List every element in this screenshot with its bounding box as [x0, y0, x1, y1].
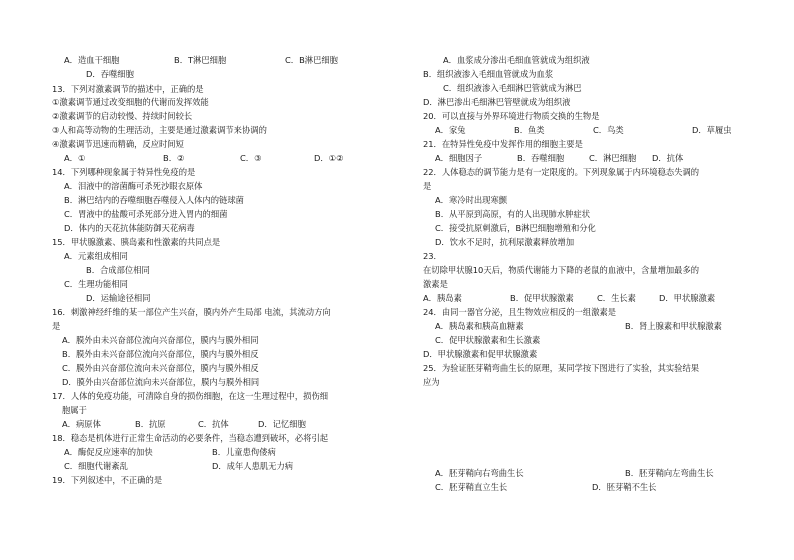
q19-option-d: D．淋巴渗出毛细淋巴管壁就成为组织液 — [423, 97, 571, 107]
q23-stem-line-2: 激素是 — [423, 279, 448, 289]
right-column — [397, 0, 794, 560]
q24-option-b: B．肾上腺素和甲状腺激素 — [625, 321, 722, 331]
q15-stem: 15．甲状腺激素、胰岛素和性激素的共同点是 — [52, 237, 221, 247]
q13-stem: 13．下列对激素调节的描述中，正确的是 — [52, 84, 204, 94]
q21-option-d: D．抗体 — [652, 153, 684, 163]
q24-stem: 24．由同一器官分泌，且生物效应相反的一组激素是 — [423, 307, 617, 317]
q17-option-a: A．病原体 — [62, 419, 101, 429]
q24-option-a: A．胰岛素和胰高血糖素 — [435, 321, 524, 331]
q17-stem-line-2: 胞属于 — [62, 405, 87, 415]
q23-option-a: A．胰岛素 — [423, 293, 462, 303]
q16-option-d: D．膜外由兴奋部位流向未兴奋部位，膜内与膜外相同 — [62, 377, 260, 387]
q13-option-c: C．③ — [240, 153, 262, 163]
q22-stem-line-1: 22．人体稳态的调节能力是有一定限度的。下列现象属于内环境稳态失调的 — [423, 167, 700, 177]
q22-option-b: B．从平原到高原，有的人出现肺水肿症状 — [435, 209, 591, 219]
q13-statement-2: ②激素调节的启动较慢、持续时间较长 — [52, 111, 193, 121]
q16-stem-line-2: 是 — [52, 321, 61, 331]
q12-option-a: A．造血干细胞 — [64, 55, 120, 65]
q17-option-b: B．抗原 — [135, 419, 166, 429]
q25-option-b: B．胚芽鞘向左弯曲生长 — [625, 468, 714, 478]
q25-stem-line-1: 25．为验证胚芽鞘弯曲生长的原理，某同学按下图进行了实验，其实验结果 — [423, 363, 700, 373]
q15-option-a: A．元素组成相同 — [64, 251, 128, 261]
q18-option-a: A．酶促反应速率的加快 — [64, 447, 153, 457]
q23-option-b: B．促甲状腺激素 — [510, 293, 574, 303]
q24-option-c: C．促甲状腺激素和生长激素 — [435, 335, 541, 345]
q13-statement-1: ①激素调节通过改变细胞的代谢而发挥效能 — [52, 97, 209, 107]
q12-option-b: B．T淋巴细胞 — [174, 55, 227, 65]
q17-stem-line-1: 17．人体的免疫功能，可清除自身的损伤细胞，在这一生理过程中，损伤细 — [52, 391, 329, 401]
q17-option-d: D．记忆细胞 — [258, 419, 306, 429]
q17-option-c: C．抗体 — [198, 419, 229, 429]
q25-stem-line-2: 应为 — [423, 377, 440, 387]
q23-option-c: C．生长素 — [597, 293, 636, 303]
q22-option-c: C．接受抗原刺激后，B淋巴细胞增殖和分化 — [435, 223, 596, 233]
q14-option-d: D．体内的天花抗体能防御天花病毒 — [64, 223, 195, 233]
q16-stem-line-1: 16．刺激神经纤维的某一部位产生兴奋，膜内外产生局部 电流，其流动方向 — [52, 307, 331, 317]
q18-option-b: B．儿童患佝偻病 — [212, 447, 276, 457]
q13-statement-4: ④激素调节迅速而精确，反应时间短 — [52, 139, 184, 149]
q13-option-b: B．② — [163, 153, 185, 163]
q20-option-b: B．鱼类 — [514, 125, 545, 135]
q25-option-d: D．胚芽鞘不生长 — [592, 482, 657, 492]
q16-option-b: B．膜外由未兴奋部位流向兴奋部位，膜内与膜外相反 — [62, 349, 259, 359]
q12-option-d: D．吞噬细胞 — [86, 69, 134, 79]
q16-option-a: A．膜外由未兴奋部位流向兴奋部位，膜内与膜外相同 — [62, 335, 259, 345]
q18-option-c: C．细胞代谢紊乱 — [64, 461, 128, 471]
q14-option-c: C．胃液中的盐酸可杀死部分进入胃内的细菌 — [64, 209, 228, 219]
q18-stem: 18．稳态是机体进行正常生命活动的必要条件，当稳态遭到破坏，必将引起 — [52, 433, 329, 443]
q13-option-a: A．① — [64, 153, 86, 163]
q14-option-a: A．泪液中的溶菌酶可杀死沙眼衣原体 — [64, 181, 203, 191]
q21-stem: 21．在特异性免疫中发挥作用的细胞主要是 — [423, 139, 583, 149]
q19-option-b: B．组织液渗入毛细血管就成为血浆 — [423, 69, 554, 79]
q25-option-a: A．胚芽鞘向右弯曲生长 — [435, 468, 524, 478]
q15-option-b: B．合成部位相同 — [86, 265, 150, 275]
q13-statement-3: ③人和高等动物的生理活动，主要是通过激素调节来协调的 — [52, 125, 267, 135]
q19-option-a: A．血浆成分渗出毛细血管就成为组织液 — [443, 55, 590, 65]
q20-option-d: D．草履虫 — [692, 125, 732, 135]
q15-option-d: D．运输途径相同 — [86, 293, 151, 303]
q15-option-c: C．生理功能相同 — [64, 279, 128, 289]
q23-option-d: D．甲状腺激素 — [659, 293, 716, 303]
q22-option-d: D．饮水不足时，抗利尿激素释放增加 — [435, 237, 575, 247]
q25-option-c: C．胚芽鞘直立生长 — [435, 482, 508, 492]
q22-stem-line-2: 是 — [423, 181, 432, 191]
q20-option-c: C．鸟类 — [593, 125, 624, 135]
q16-option-c: C．膜外由兴奋部位流向未兴奋部位，膜内与膜外相反 — [62, 363, 259, 373]
q20-option-a: A．家兔 — [435, 125, 466, 135]
q21-option-a: A．细胞因子 — [435, 153, 483, 163]
q19-option-c: C．组织液渗入毛细淋巴管就成为淋巴 — [443, 83, 582, 93]
q23-number: 23． — [423, 251, 442, 261]
q23-stem-line-1: 在切除甲状腺10天后，物质代谢能力下降的老鼠的血液中，含量增加最多的 — [423, 265, 700, 275]
q21-option-c: C．淋巴细胞 — [589, 153, 637, 163]
q18-option-d: D．成年人患肌无力病 — [212, 461, 294, 471]
q13-option-d: D．①② — [314, 153, 344, 163]
q12-option-c: C．B淋巴细胞 — [285, 55, 338, 65]
q14-option-b: B．淋巴结内的吞噬细胞吞噬侵入人体内的链球菌 — [64, 195, 244, 205]
q24-option-d: D．甲状腺激素和促甲状腺激素 — [423, 349, 538, 359]
q21-option-b: B．吞噬细胞 — [517, 153, 565, 163]
q20-stem: 20．可以直接与外界环境进行物质交换的生物是 — [423, 111, 600, 121]
q19-stem: 19．下列叙述中，不正确的是 — [52, 475, 163, 485]
q22-option-a: A．寒冷时出现寒颤 — [435, 195, 508, 205]
q14-stem: 14．下列哪种现象属于特异性免疫的是 — [52, 167, 196, 177]
